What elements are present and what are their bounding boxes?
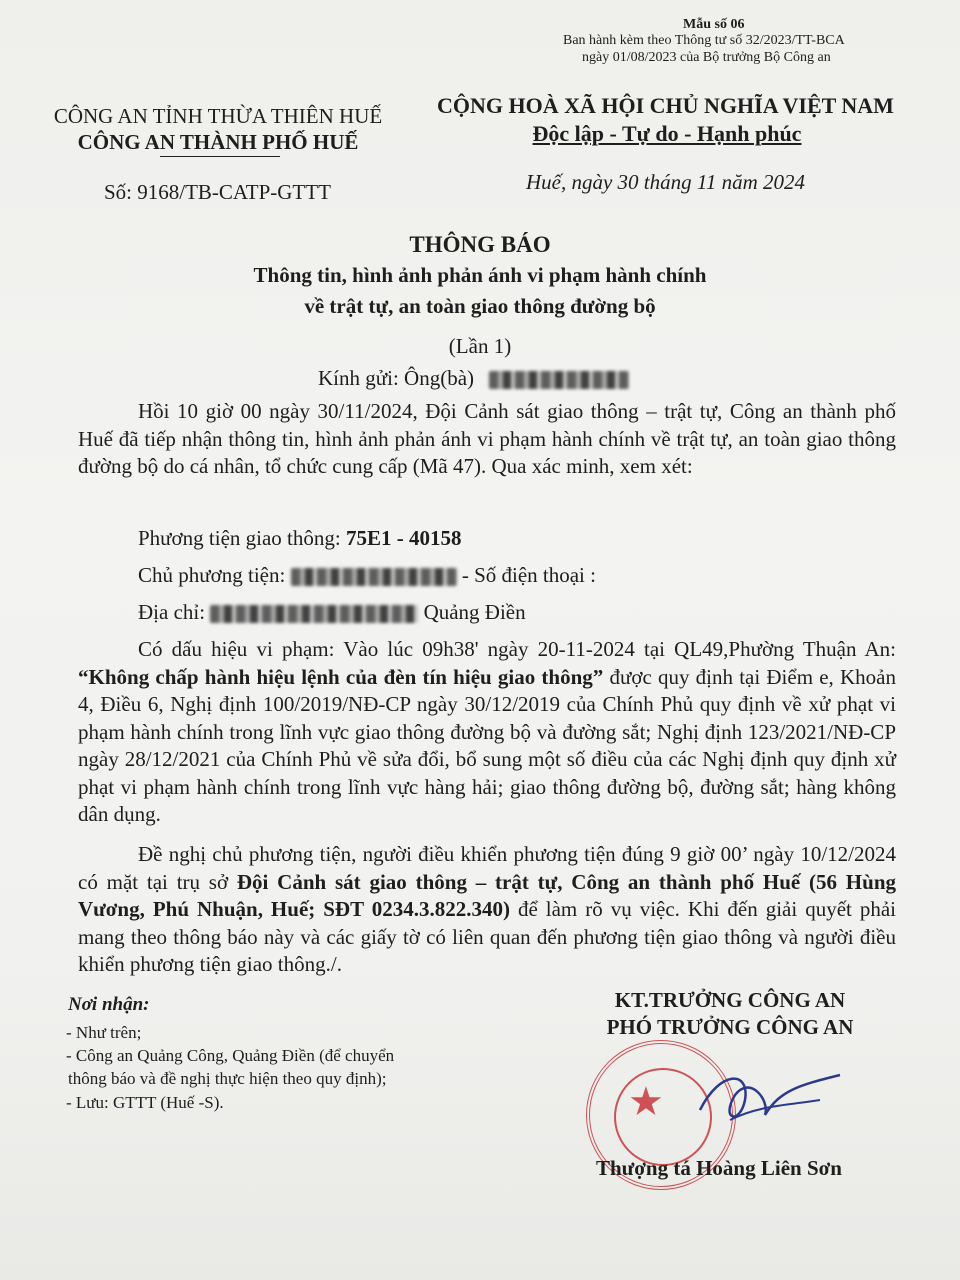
owner-line	[138, 563, 596, 588]
request-rest: để làm rõ vụ việc. Khi đến giải quyết phải mang theo thông báo này và các giấy tờ có liên quan đến phương tiện giao thông và người điều khiển phương tiện giao thông./.	[78, 897, 896, 976]
redacted-owner-name	[291, 568, 457, 586]
intro-text: Hồi 10 giờ 00 ngày 30/11/2024, Đội Cảnh sát giao thông – trật tự, Công an thành phố Huế đã tiếp nhận thông tin, hình ảnh phản ánh vi phạm hành chính về trật tự, an toàn giao thông đường bộ do cá nhân, tổ chức cung cấp (Mã 47). Qua xác minh, xem xét:	[78, 399, 896, 478]
address-visible: Quảng Điền	[423, 600, 526, 624]
notice-title: THÔNG BÁO	[409, 232, 551, 257]
recipients-item: - Lưu: GTTT (Huế -S).	[66, 1093, 224, 1112]
vehicle-label: Phương tiện giao thông:	[138, 526, 346, 550]
attempt-number: (Lần 1)	[448, 334, 512, 358]
recipient-label: Kính gửi: Ông(bà)	[318, 366, 475, 390]
redacted-address	[210, 605, 418, 623]
form-issued-line1: Ban hành kèm theo Thông tư số 32/2023/TT-BCA	[563, 33, 845, 48]
agency-underline	[160, 156, 280, 157]
request-paragraph	[78, 841, 896, 979]
request-office: Đội Cảnh sát giao thông – trật tự, Công an thành phố Huế (56 Hùng Vương, Phú Nhuận, Huế; SĐT 0234.3.822.340)	[78, 869, 896, 921]
signature-title-1: KT.TRƯỞNG CÔNG AN	[614, 988, 846, 1012]
agency-name: CÔNG AN THÀNH PHỐ HUẾ	[77, 130, 359, 154]
recipients-item: - Công an Quảng Công, Quảng Điền (để chuyển	[66, 1046, 395, 1065]
seal-star-icon: ★	[628, 1079, 664, 1124]
request-lead: Đề nghị chủ phương tiện, người điều khiển phương tiện đúng 9 giờ 00’ ngày 10/12/2024 có mặt tại trụ sở	[78, 842, 896, 894]
handwritten-signature	[690, 1060, 850, 1140]
recipients-item: thông báo và đề nghị thực hiện theo quy định);	[68, 1069, 387, 1088]
redacted-recipient-name	[489, 371, 629, 389]
address-line	[138, 600, 526, 625]
nation-motto: Độc lập - Tự do - Hạnh phúc	[532, 121, 802, 146]
recipient-line	[318, 366, 629, 391]
form-issued-line2: ngày 01/08/2023 của Bộ trưởng Bộ Công an	[582, 50, 831, 65]
recipients-item: - Như trên;	[66, 1023, 142, 1042]
violation-paragraph	[78, 636, 896, 829]
violation-legal-basis: được quy định tại Điểm e, Khoản 4, Điều 6, Nghị định 100/2019/NĐ-CP ngày 30/12/2019 của Chính Phủ quy định về xử phạt vi phạm hành chính trong lĩnh vực giao thông đường bộ và đường sắt; Nghị định 123/2021/NĐ-CP ngày 28/12/2021 của Chính Phủ về sửa đổi, bổ sung một số điều của các Nghị định quy định xử phạt vi phạm hành chính trong lĩnh vực hàng hải; giao thông đường bộ, đường sắt; hàng không dân dụng.	[78, 664, 896, 826]
document-number: Số: 9168/TB-CATP-GTTT	[104, 180, 331, 204]
vehicle-plate: 75E1 - 40158	[345, 526, 462, 550]
violation-name: “Không chấp hành hiệu lệnh của đèn tín hiệu giao thông”	[78, 664, 604, 689]
nation-name: CỘNG HOÀ XÃ HỘI CHỦ NGHĨA VIỆT NAM	[437, 93, 894, 118]
notice-subtitle-1: Thông tin, hình ảnh phản ánh vi phạm hành chính	[253, 263, 707, 287]
phone-label: - Số điện thoại :	[461, 563, 596, 587]
notice-subtitle-2: về trật tự, an toàn giao thông đường bộ	[304, 294, 656, 318]
signature-title-2: PHÓ TRƯỞNG CÔNG AN	[606, 1015, 854, 1039]
recipients-title: Nơi nhận:	[68, 994, 150, 1015]
place-date: Huế, ngày 30 tháng 11 năm 2024	[526, 170, 805, 194]
signer-name: Thượng tá Hoàng Liên Sơn	[596, 1156, 842, 1180]
violation-lead: Có dấu hiệu vi phạm: Vào lúc 09h38' ngày 20-11-2024 tại QL49,Phường Thuận An:	[138, 637, 896, 661]
intro-paragraph	[78, 398, 896, 481]
owner-label: Chủ phương tiện:	[138, 563, 286, 587]
form-number: Mẫu số 06	[683, 17, 745, 32]
vehicle-line	[138, 526, 461, 551]
agency-parent: CÔNG AN TỈNH THỪA THIÊN HUẾ	[53, 104, 383, 128]
address-label: Địa chỉ:	[138, 600, 206, 624]
